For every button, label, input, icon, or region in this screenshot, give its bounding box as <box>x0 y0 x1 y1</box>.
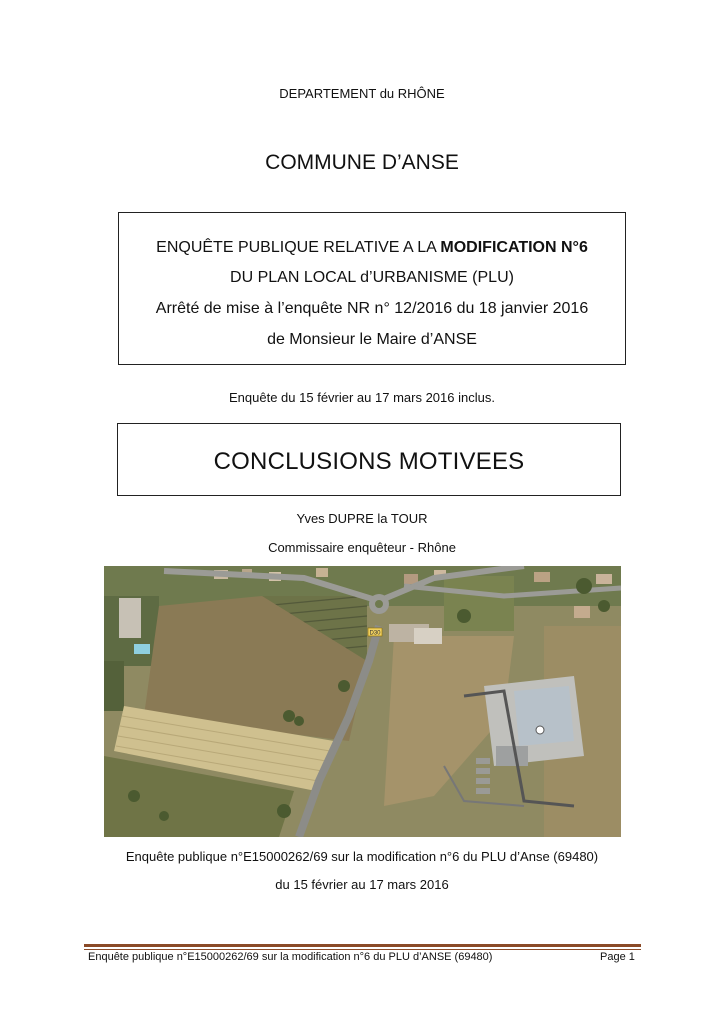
conclusions-title: CONCLUSIONS MOTIVEES <box>213 448 525 475</box>
author-role: Commissaire enquêteur - Rhône <box>268 540 456 555</box>
footer-text: Enquête publique n°E15000262/69 sur la modification n°6 du PLU d’ANSE (69480) <box>88 951 493 963</box>
caption-line-1: Enquête publique n°E15000262/69 sur la modification n°6 du PLU d’Anse (69480) <box>125 849 599 864</box>
caption-line-2: du 15 février au 17 mars 2016 <box>275 877 449 892</box>
department-heading: DEPARTEMENT du RHÔNE <box>279 86 445 101</box>
title-box <box>118 212 626 365</box>
title-line-1 <box>119 239 625 257</box>
road-label: D30 <box>369 630 381 637</box>
title-line-3: Arrêté de mise à l’enquête NR n° 12/2016 du 18 janvier 2016 <box>155 300 589 317</box>
aerial-photo <box>104 566 621 837</box>
page-number: Page 1 <box>600 951 635 963</box>
commune-heading: COMMUNE D’ANSE <box>265 151 459 174</box>
title-line-4: de Monsieur le Maire d’ANSE <box>267 331 477 348</box>
footer-rule-thick <box>84 944 641 947</box>
title-line-2: DU PLAN LOCAL d’URBANISME (PLU) <box>230 269 514 286</box>
author-name: Yves DUPRE la TOUR <box>296 511 428 526</box>
conclusions-box <box>117 423 621 496</box>
title-line-1-bold: MODIFICATION N°6 <box>440 239 588 256</box>
footer-rule-thin <box>84 949 641 950</box>
title-line-1-text: ENQUÊTE PUBLIQUE RELATIVE A LA <box>156 239 441 256</box>
inquiry-dates: Enquête du 15 février au 17 mars 2016 inclus. <box>229 390 495 405</box>
